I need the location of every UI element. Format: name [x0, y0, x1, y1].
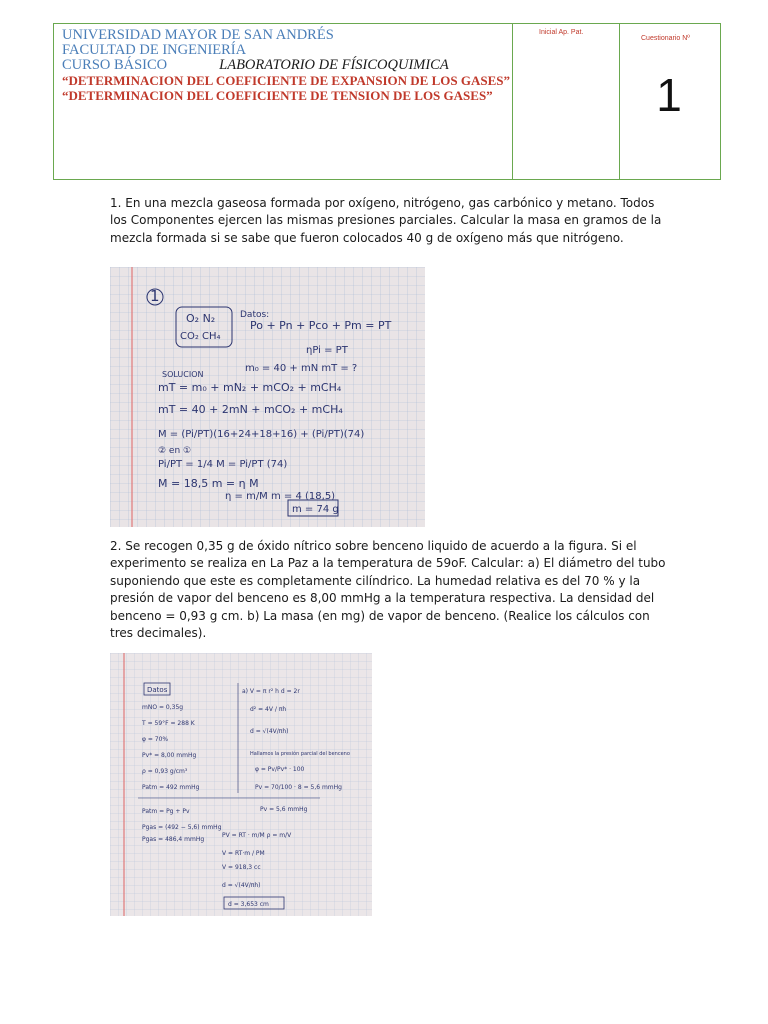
- initials-label: Inicial Ap. Pat.: [539, 29, 584, 36]
- lab-name: LABORATORIO DE FÍSICOQUIMICA: [219, 57, 449, 73]
- handwritten-solution-2-photo: [110, 653, 372, 916]
- course-line: [62, 58, 512, 73]
- notes2-right-4: Hallamos la presión parcial del benceno: [250, 751, 350, 757]
- notes2-datos: Datos: [147, 686, 168, 694]
- header-titles: [62, 28, 512, 103]
- notes2-line-8: Pgas = (492 − 5,6) mmHg: [142, 824, 222, 831]
- notes2-right-11: d = √(4V/πh): [222, 882, 261, 889]
- quiz-label: Cuestionario Nº: [641, 35, 690, 42]
- experiment-title-2: “DETERMINACION DEL COEFICIENTE DE TENSION DE LOS GASES”: [62, 88, 493, 103]
- notes1-line-8: Pi/PT = 1/4 M = Pi/PT (74): [158, 459, 288, 470]
- notes2-line-5: ρ = 0,93 g/cm³: [142, 768, 188, 775]
- notes1-line-7: ② en ①: [158, 446, 192, 456]
- faculty-name: FACULTAD DE INGENIERÍA: [62, 42, 247, 58]
- notes2-right-10: V = 918,3 cc: [222, 864, 261, 871]
- notes2-right-9: V = RT·m / PM: [222, 850, 265, 857]
- notes1-number: 1: [150, 287, 160, 305]
- quiz-number: 1: [656, 69, 682, 121]
- notes2-right-8: PV = RT · m/M ρ = m/V: [222, 832, 292, 839]
- notes1-line-1: Po + Pn + Pco + Pm = PT: [250, 319, 392, 332]
- notes1-line-5: mT = 40 + 2mN + mCO₂ + mCH₄: [158, 403, 343, 416]
- header-box: [53, 23, 721, 180]
- notes2-line-4: Pv* = 8,00 mmHg: [142, 752, 197, 759]
- notes2-line-9: Pgas = 486,4 mmHg: [142, 836, 205, 843]
- notes2-result: d = 3,653 cm: [228, 901, 269, 908]
- question-1: 1. En una mezcla gaseosa formada por oxígeno, nitrógeno, gas carbónico y metano. Todos los Componentes ejercen las mismas presiones parciales. Calcular la masa en gramos de la mezcla formada si se sabe que fueron colocados 40 g de oxígeno más que nitrógeno.: [110, 196, 662, 245]
- notes1-line-10: η = m/M m = 4 (18,5): [225, 491, 336, 502]
- notes1-line-3: m₀ = 40 + mN mT = ?: [245, 363, 358, 374]
- initials-cell: [512, 24, 620, 179]
- notes2-right-2: d² = 4V / πh: [250, 706, 287, 713]
- notes2-line-3: φ = 70%: [142, 736, 169, 743]
- notes2-right-3: d = √(4V/πh): [250, 728, 289, 735]
- notes2-line-2: T = 59°F = 288 K: [142, 720, 195, 727]
- notes2-right-5: φ = Pv/Pv* · 100: [255, 766, 305, 773]
- notes2-right-6: Pv = 70/100 · 8 = 5,6 mmHg: [255, 784, 342, 791]
- notes2-right-7: Pv = 5,6 mmHg: [260, 806, 308, 813]
- experiment-title-1: “DETERMINACION DEL COEFICIENTE DE EXPANSION DE LOS GASES”: [62, 73, 510, 88]
- notes2-line-1: mNO = 0,35g: [142, 704, 184, 711]
- notes2-line-7: Patm = Pg + Pv: [142, 808, 190, 815]
- handwritten-solution-1-photo: [110, 267, 425, 527]
- notes1-line-2: ηPi = PT: [306, 345, 348, 356]
- course-name: CURSO BÁSICO: [62, 57, 168, 73]
- notes1-line-4: mT = m₀ + mN₂ + mCO₂ + mCH₄: [158, 381, 342, 394]
- notes1-result: m = 74 g: [292, 504, 339, 515]
- university-name: UNIVERSIDAD MAYOR DE SAN ANDRÉS: [62, 27, 334, 43]
- notes1-datos: Datos:: [240, 310, 270, 320]
- notes1-gases-b: CO₂ CH₄: [180, 331, 221, 342]
- notes2-right-1: a) V = π r² h d = 2r: [242, 688, 300, 695]
- quiz-number-cell: [618, 24, 720, 179]
- notes2-line-6: Patm = 492 mmHg: [142, 784, 200, 791]
- notes1-line-6: M = (Pi/PT)(16+24+18+16) + (Pi/PT)(74): [158, 429, 365, 440]
- notes1-solucion: SOLUCION: [162, 370, 204, 379]
- question-2: 2. Se recogen 0,35 g de óxido nítrico sobre benceno liquido de acuerdo a la figura. Si el experimento se realiza en La Paz a la temperatura de 59oF. Calcular: a) El diámetro del tubo suponiendo que este es completamente cilíndrico. La humedad relativa es del 70 % y la presión de vapor del benceno es 8,00 mmHg a la temperatura respectiva. La densidad del benceno = 0,93 g cm. b) La masa (en mg) de vapor de benceno. (Realice los cálculos con tres decimales).: [110, 539, 666, 641]
- notes1-line-9: M = 18,5 m = η M: [158, 477, 259, 490]
- notes1-gases-a: O₂ N₂: [186, 312, 216, 325]
